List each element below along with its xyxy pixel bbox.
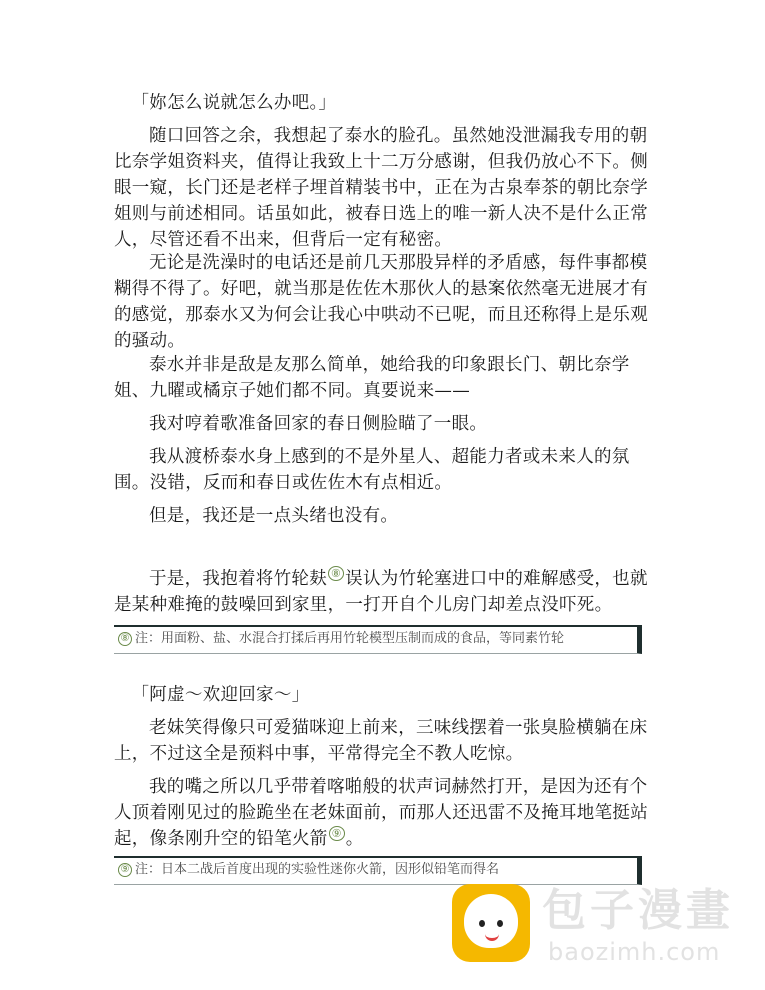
paragraph-3: 无论是洗澡时的电话还是前几天那股异样的矛盾感，每件事都模糊得不得了。好吧，就当那是佐佐木那伙人的悬案依然毫无进展才有的感觉，那泰水又为何会让我心中哄动不已呢，而且还称得上是乐观的骚动。 bbox=[114, 253, 648, 351]
site-watermark bbox=[452, 880, 752, 970]
paragraph-6: 我从渡桥泰水身上感到的不是外星人、超能力者或未来人的氛围。没错，反而和春日或佐佐木有点相近。 bbox=[114, 447, 630, 493]
footnote-mark-9: ⑨ bbox=[118, 863, 132, 877]
paragraph-11 bbox=[114, 774, 664, 852]
paragraph-11-text-b: 。 bbox=[345, 829, 364, 849]
paragraph-2: 随口回答之余，我想起了泰水的脸孔。虽然她没泄漏我专用的朝比奈学姐资料夹，值得让我致上十二万分感谢，但我仍放心不下。侧眼一窥，长门还是老样子埋首精装书中，正在为古泉奉茶的朝比奈学姐则与前述相同。话虽如此，被春日选上的唯一新人决不是什么正常人，尽管还看不出来，但背后一定有秘密。 bbox=[114, 126, 648, 250]
footnote-text-9: 注：日本二战后首度出现的实验性迷你火箭，因形似铅笔而得名 bbox=[135, 862, 500, 877]
bun-face-icon bbox=[464, 894, 518, 948]
bun-eye-right bbox=[497, 920, 503, 927]
paragraph-8 bbox=[114, 566, 664, 618]
paragraph-7: 但是，我还是一点头绪也没有。 bbox=[149, 506, 399, 526]
paragraph-8-text-a: 于是，我抱着将竹轮麸 bbox=[149, 569, 327, 589]
paragraph-5: 我对哼着歌准备回家的春日侧脸瞄了一眼。 bbox=[149, 414, 488, 434]
footnote-box-8 bbox=[114, 625, 642, 654]
paragraph-8-text-b: 误认为竹轮塞进口中的难解感受，也就是某种难掩的鼓噪回到家里，一打开自个儿房门却差点没吓死。 bbox=[114, 569, 648, 615]
paragraph-dialog-9: 「阿虚～欢迎回家～」 bbox=[131, 685, 310, 705]
watermark-url: baozimh.com bbox=[548, 938, 721, 966]
paragraph-4: 泰水并非是敌是友那么简单，她给我的印象跟长门、朝比奈学姐、九曜或橘京子她们都不同。真要说来—— bbox=[114, 355, 630, 401]
watermark-title: 包子漫畫 bbox=[542, 885, 734, 936]
bun-mouth bbox=[485, 932, 499, 941]
footnote-mark-8: ⑧ bbox=[118, 632, 132, 646]
bun-eye-left bbox=[479, 920, 485, 927]
paragraph-11-text-a: 我的嘴之所以几乎带着喀啪般的状声词赫然打开，是因为还有个人顶着刚见过的脸跪坐在老妹面前，而那人还迅雷不及掩耳地笔挺站起，像条刚升空的铅笔火箭 bbox=[114, 777, 648, 849]
paragraph-dialog-1: 「妳怎么说就怎么办吧。」 bbox=[131, 93, 337, 113]
footnote-ref-9[interactable]: ⑨ bbox=[329, 826, 345, 841]
footnote-text-8: 注：用面粉、盐、水混合打揉后再用竹轮模型压制而成的食品，等同素竹轮 bbox=[135, 631, 565, 646]
footnote-ref-8[interactable]: ⑧ bbox=[328, 566, 344, 581]
bun-logo-icon bbox=[452, 884, 530, 962]
paragraph-10: 老妹笑得像只可爱猫咪迎上前来，三味线摆着一张臭脸横躺在床上，不过这全是预料中事，平常得完全不教人吃惊。 bbox=[114, 718, 648, 764]
